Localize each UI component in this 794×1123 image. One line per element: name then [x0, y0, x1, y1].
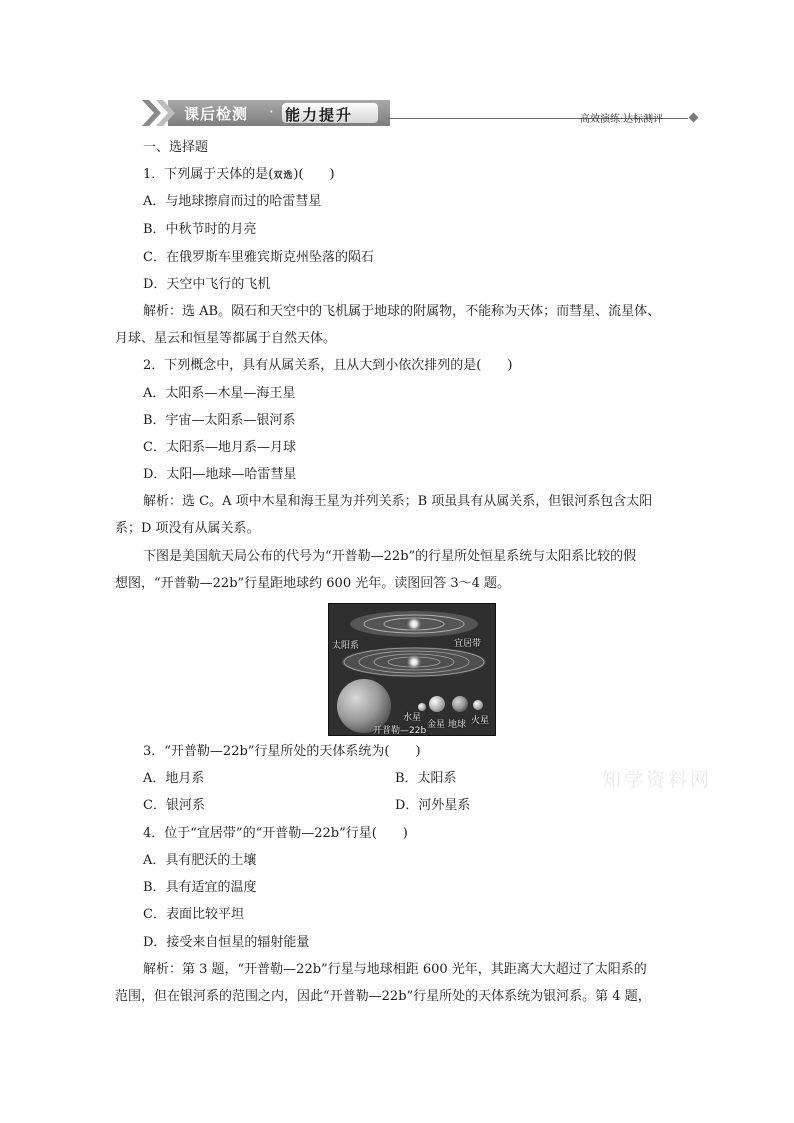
q4-option-b: B．具有适宜的温度 — [143, 880, 257, 895]
q3-option-c: C．银河系 — [143, 798, 205, 813]
q1-stem-text: 1．下列属于天体的是( — [143, 167, 274, 182]
q2-option-d: D．太阳—地球—哈雷彗星 — [143, 467, 297, 482]
q2-option-b: B．宇宙—太阳系—银河系 — [143, 413, 296, 428]
q4-option-a: A．具有肥沃的土壤 — [143, 853, 257, 868]
q3-option-b: B．太阳系 — [395, 771, 457, 786]
planet-mars — [473, 700, 483, 710]
q1-option-a: A．与地球擦肩而过的哈雷彗星 — [143, 194, 322, 209]
planet-earth — [452, 696, 468, 712]
q1-option-d: D．天空中飞行的飞机 — [143, 277, 271, 292]
q2-stem: 2．下列概念中，具有从属关系，且从大到小依次排列的是( ) — [143, 358, 513, 373]
label-earth: 地球 — [448, 720, 467, 730]
header-subtitle: 高效演练·达标测评 — [580, 114, 664, 125]
label-kepler-22b: 开普勒—22b — [373, 726, 427, 736]
q2-option-a: A．太阳系—木星—海王星 — [143, 386, 296, 401]
q2-analysis-line-2: 系；D 项没有从属关系。 — [115, 521, 260, 536]
q4-option-d: D．接受来自恒星的辐射能量 — [143, 935, 310, 950]
diamond-icon — [689, 113, 699, 123]
chevron-right-icon — [154, 100, 180, 126]
label-habitable-zone: 宜居带 — [454, 639, 482, 649]
header-title-right: 能力提升 — [285, 106, 354, 124]
q4-option-c: C．表面比较平坦 — [143, 907, 244, 922]
q1-analysis-line-2: 月球、星云和恒星等都属于自然天体。 — [115, 331, 337, 346]
section-title: 一、选择题 — [143, 140, 209, 155]
q1-note: 双选 — [273, 171, 294, 181]
section-header-banner — [140, 100, 700, 130]
star-kepler-22 — [405, 615, 423, 633]
q34-analysis-line-2: 范围，但在银河系的范围之内，因此“开普勒—22b”行星所处的天体系统为银河系。第 4 题， — [115, 989, 651, 1004]
q1-analysis-line-1: 解析：选 AB。陨石和天空中的飞机属于地球的附属物，不能称为天体；而彗星、流星体、 — [143, 304, 661, 319]
label-venus: 金星 — [427, 720, 446, 730]
q1-option-b: B．中秋节时的月亮 — [143, 222, 257, 237]
header-title-left: 课后检测 — [184, 105, 249, 123]
label-solar-system: 太阳系 — [332, 641, 360, 651]
q3-stem: 3．“开普勒—22b”行星所处的天体系统为( ) — [143, 744, 421, 759]
label-mars: 火星 — [471, 716, 490, 726]
q2-option-c: C．太阳系—地月系—月球 — [143, 440, 296, 455]
q3-option-a: A．地月系 — [143, 771, 205, 786]
header-separator: · — [269, 103, 274, 121]
intro-line-2: 想图，“开普勒—22b”行星距地球约 600 光年。读图回答 3～4 题。 — [115, 576, 511, 591]
q4-stem: 4．位于“宜居带”的“开普勒—22b”行星( ) — [143, 826, 408, 841]
q34-analysis-line-1: 解析：第 3 题，“开普勒—22b”行星与地球相距 600 光年，其距离大大超过了太阳系的 — [143, 962, 647, 977]
solar-system-comparison-figure — [328, 603, 496, 736]
watermark: 知学资料网 — [602, 769, 713, 791]
q2-analysis-line-1: 解析：选 C。A 项中木星和海王星为并列关系；B 项虽具有从属关系，但银河系包含太阳 — [143, 494, 653, 509]
label-mercury: 水星 — [403, 713, 422, 723]
intro-line-1: 下图是美国航天局公布的代号为“开普勒—22b”的行星所处恒星系统与太阳系比较的假 — [143, 549, 637, 564]
q3-option-d: D．河外星系 — [395, 798, 471, 813]
star-sun — [405, 653, 423, 671]
q1-stem — [143, 167, 335, 184]
q1-stem-end: )( ) — [293, 167, 335, 182]
planet-venus — [429, 696, 445, 712]
q1-option-c: C．在俄罗斯车里雅宾斯克州坠落的陨石 — [143, 250, 374, 265]
